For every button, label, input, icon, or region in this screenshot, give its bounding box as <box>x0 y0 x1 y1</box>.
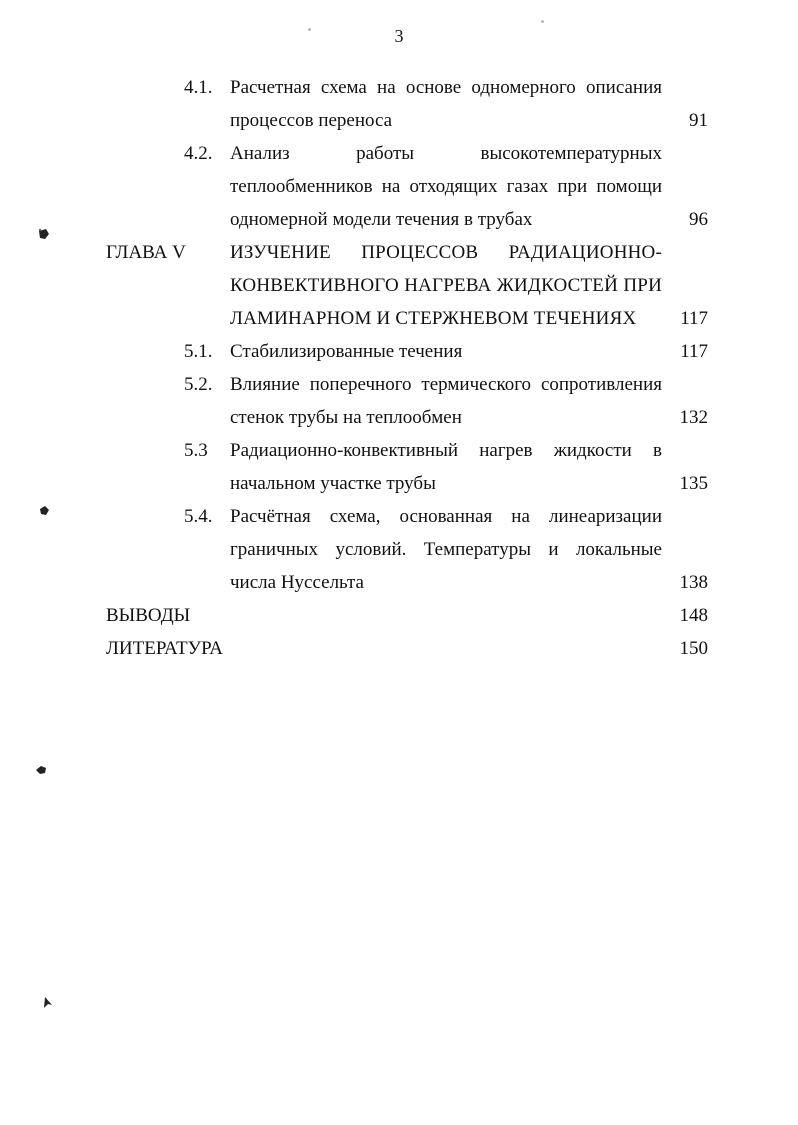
section-number: 4.2. <box>184 143 213 164</box>
section-title-line: Радиационно-конвективный нагрев жидкости в <box>230 440 662 461</box>
section-title-line: теплообменников на отходящих газах при помощи <box>230 176 662 197</box>
page-ref: 148 <box>679 605 708 626</box>
page-ref: 138 <box>679 572 708 593</box>
page-number: 3 <box>394 26 404 46</box>
scan-mark-icon <box>40 995 56 1011</box>
scan-mark-icon <box>36 226 52 242</box>
section-title-line: Расчетная схема на основе одномерного описания <box>230 77 662 98</box>
section-title-line: Расчётная схема, основанная на линеаризации <box>230 506 662 527</box>
chapter-title-line: КОНВЕКТИВНОГО НАГРЕВА ЖИДКОСТЕЙ ПРИ <box>230 275 662 296</box>
section-number: 4.1. <box>184 77 213 98</box>
speck-decoration <box>541 20 544 23</box>
section-title-line: Стабилизированные течения <box>230 341 463 362</box>
section-title-line: начальном участке трубы <box>230 473 436 494</box>
page-ref: 117 <box>680 341 708 362</box>
chapter-title-line: ЛАМИНАРНОМ И СТЕРЖНЕВОМ ТЕЧЕНИЯХ <box>230 308 637 329</box>
page-ref: 91 <box>689 110 708 131</box>
page-ref: 117 <box>680 308 708 329</box>
section-title-line: Влияние поперечного термического сопротивления <box>230 374 662 395</box>
page-ref: 96 <box>689 209 708 230</box>
section-title-line: одномерной модели течения в трубах <box>230 209 533 230</box>
section-number: 5.2. <box>184 374 213 395</box>
page-ref: 132 <box>679 407 708 428</box>
section-number: 5.4. <box>184 506 213 527</box>
section-title-line: числа Нуссельта <box>230 572 364 593</box>
chapter-title-line: ИЗУЧЕНИЕ ПРОЦЕССОВ РАДИАЦИОННО- <box>230 242 662 263</box>
section-title-line: граничных условий. Температуры и локальные <box>230 539 662 560</box>
references-label: ЛИТЕРАТУРА <box>106 638 223 659</box>
scan-mark-icon <box>34 762 50 778</box>
page-ref: 135 <box>679 473 708 494</box>
page-ref: 150 <box>679 638 708 659</box>
chapter-label: ГЛАВА V <box>106 242 186 263</box>
section-title-line: Анализ работы высокотемпературных <box>230 143 662 164</box>
section-title-line: процессов переноса <box>230 110 393 131</box>
section-title-line: стенок трубы на теплообмен <box>230 407 462 428</box>
conclusions-label: ВЫВОДЫ <box>106 605 191 626</box>
section-number: 5.3 <box>184 440 208 461</box>
scan-mark-icon <box>36 503 52 519</box>
section-number: 5.1. <box>184 341 213 362</box>
speck-decoration <box>308 28 311 31</box>
